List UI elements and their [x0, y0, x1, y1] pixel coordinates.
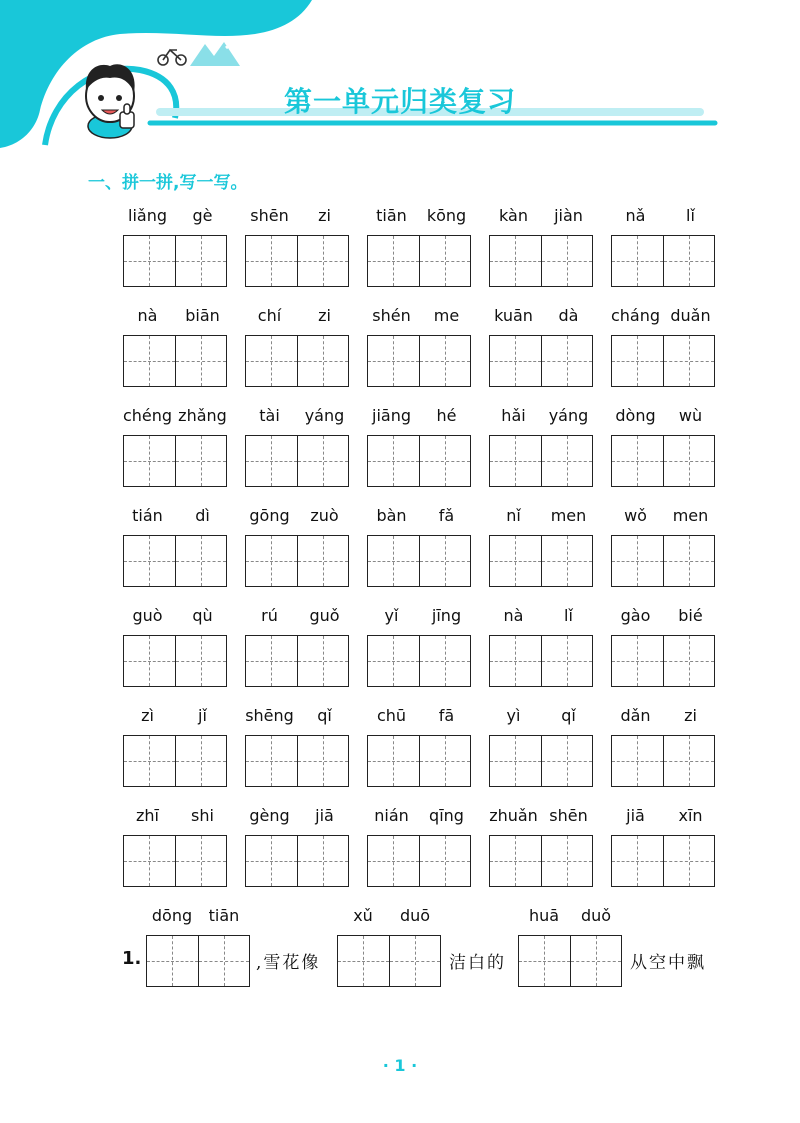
- writing-box[interactable]: [123, 335, 227, 387]
- pinyin-label: [486, 203, 596, 229]
- pinyin-syllable: nǐ: [506, 506, 521, 525]
- pinyin-syllable: fǎ: [438, 506, 455, 525]
- pinyin-syllable: hǎi: [501, 406, 526, 425]
- bicycle-icon: [158, 50, 186, 65]
- pinyin-syllable: hé: [436, 406, 457, 425]
- writing-box[interactable]: [123, 635, 227, 687]
- pinyin-label: [242, 603, 352, 629]
- writing-box[interactable]: [367, 435, 471, 487]
- page-title: 第一单元归类复习: [283, 85, 516, 118]
- pinyin-syllable: tián: [132, 506, 163, 525]
- word-item: [242, 503, 364, 603]
- writing-box[interactable]: [611, 435, 715, 487]
- word-row: [120, 703, 720, 803]
- word-item: [364, 803, 486, 903]
- pinyin-syllable: guò: [132, 606, 163, 625]
- pinyin-syllable: kuān: [494, 306, 533, 325]
- pinyin-syllable: lǐ: [686, 206, 695, 225]
- word-item: [608, 303, 730, 403]
- pinyin-label: [242, 703, 352, 729]
- sentence-text-1: ,雪花像: [256, 953, 321, 973]
- word-item: [120, 703, 242, 803]
- pinyin-label: [486, 603, 596, 629]
- pinyin-syllable: kàn: [499, 206, 528, 225]
- pinyin-label: [242, 303, 352, 329]
- pinyin-syllable: qǐ: [561, 706, 576, 725]
- pinyin-syllable: chū: [376, 706, 407, 725]
- pinyin-label: [242, 803, 352, 829]
- pinyin-syllable: dì: [195, 506, 210, 525]
- pinyin-syllable: jǐ: [198, 706, 207, 725]
- pinyin-label: [120, 503, 230, 529]
- pinyin-syllable: shén: [372, 306, 411, 325]
- writing-box[interactable]: [367, 735, 471, 787]
- pinyin-label: [364, 503, 474, 529]
- pinyin-syllable: duō: [399, 906, 431, 925]
- pinyin-writing-grid: [120, 203, 720, 903]
- pinyin-syllable: tiān: [376, 206, 407, 225]
- writing-box[interactable]: [489, 635, 593, 687]
- sentence-text-3: 从空中飘: [630, 953, 706, 973]
- pinyin-label: [608, 803, 718, 829]
- word-row: [120, 303, 720, 403]
- pinyin-syllable: dà: [558, 306, 579, 325]
- pinyin-label: [120, 203, 230, 229]
- pinyin-syllable: yǐ: [384, 606, 399, 625]
- pinyin-syllable: wù: [678, 406, 703, 425]
- word-item: [608, 703, 730, 803]
- word-row: [120, 503, 720, 603]
- pinyin-syllable: nà: [503, 606, 524, 625]
- word-item: [364, 403, 486, 503]
- pinyin-syllable: jiā: [315, 806, 334, 825]
- pinyin-label: [486, 503, 596, 529]
- pinyin-syllable: nǎ: [625, 206, 646, 225]
- pinyin-syllable: gèng: [249, 806, 290, 825]
- writing-box[interactable]: [489, 435, 593, 487]
- pinyin-syllable: lǐ: [564, 606, 573, 625]
- word-item: [242, 603, 364, 703]
- pinyin-syllable: qǐ: [317, 706, 332, 725]
- sentence-pinyin-3: [518, 903, 622, 929]
- pinyin-syllable: chí: [257, 306, 282, 325]
- writing-box[interactable]: [611, 335, 715, 387]
- writing-box[interactable]: [245, 535, 349, 587]
- pinyin-syllable: zì: [141, 706, 154, 725]
- pinyin-syllable: gào: [620, 606, 651, 625]
- word-item: [486, 503, 608, 603]
- pinyin-syllable: xīn: [678, 806, 703, 825]
- pinyin-syllable: dòng: [615, 406, 656, 425]
- sentence-writing-box-1[interactable]: [146, 935, 250, 987]
- pinyin-syllable: rú: [261, 606, 278, 625]
- pinyin-syllable: liǎng: [128, 206, 167, 225]
- pinyin-syllable: men: [672, 506, 709, 525]
- word-item: [242, 203, 364, 303]
- pinyin-label: [486, 303, 596, 329]
- pinyin-label: [364, 703, 474, 729]
- pinyin-label: [120, 303, 230, 329]
- word-item: [486, 303, 608, 403]
- word-item: [364, 303, 486, 403]
- pinyin-syllable: bàn: [376, 506, 407, 525]
- word-item: [364, 203, 486, 303]
- pinyin-syllable: yáng: [304, 406, 345, 425]
- pinyin-label: [120, 803, 230, 829]
- word-item: [120, 503, 242, 603]
- writing-box[interactable]: [123, 435, 227, 487]
- pinyin-syllable: kōng: [426, 206, 467, 225]
- pinyin-label: [486, 803, 596, 829]
- pinyin-syllable: chéng: [122, 406, 173, 425]
- writing-box[interactable]: [123, 735, 227, 787]
- pinyin-syllable: qù: [192, 606, 213, 625]
- pinyin-syllable: zuò: [310, 506, 339, 525]
- sentence-writing-box-2[interactable]: [337, 935, 441, 987]
- word-item: [364, 603, 486, 703]
- sentence-text-2: 洁白的: [449, 953, 506, 973]
- pinyin-label: [120, 703, 230, 729]
- pinyin-label: [242, 403, 352, 429]
- writing-box[interactable]: [245, 835, 349, 887]
- pinyin-label: [486, 703, 596, 729]
- pinyin-syllable: xǔ: [353, 906, 373, 925]
- writing-box[interactable]: [123, 235, 227, 287]
- pinyin-syllable: zhī: [136, 806, 159, 825]
- pinyin-syllable: zi: [318, 306, 331, 325]
- writing-box[interactable]: [123, 535, 227, 587]
- pinyin-syllable: shēng: [245, 706, 294, 725]
- word-item: [486, 603, 608, 703]
- writing-box[interactable]: [489, 335, 593, 387]
- pinyin-label: [364, 603, 474, 629]
- question-number: 1.: [122, 948, 142, 969]
- pinyin-syllable: zi: [684, 706, 697, 725]
- pinyin-syllable: fā: [438, 706, 455, 725]
- pinyin-syllable: zhuǎn: [489, 806, 538, 825]
- pinyin-label: [608, 603, 718, 629]
- pinyin-syllable: shēn: [549, 806, 588, 825]
- writing-box[interactable]: [367, 335, 471, 387]
- pinyin-syllable: nà: [137, 306, 158, 325]
- pinyin-label: [608, 403, 718, 429]
- writing-box[interactable]: [489, 835, 593, 887]
- writing-box[interactable]: [489, 735, 593, 787]
- pinyin-syllable: jiā: [626, 806, 645, 825]
- pinyin-syllable: gè: [192, 206, 213, 225]
- pinyin-syllable: tài: [259, 406, 280, 425]
- pinyin-syllable: yáng: [548, 406, 589, 425]
- writing-box[interactable]: [611, 235, 715, 287]
- word-item: [608, 803, 730, 903]
- writing-box[interactable]: [367, 535, 471, 587]
- pinyin-syllable: dōng: [151, 906, 193, 925]
- writing-box[interactable]: [245, 335, 349, 387]
- pinyin-label: [120, 603, 230, 629]
- word-item: [608, 503, 730, 603]
- pinyin-syllable: qīng: [429, 806, 464, 825]
- word-item: [120, 303, 242, 403]
- word-item: [120, 403, 242, 503]
- word-item: [608, 203, 730, 303]
- pinyin-syllable: gōng: [249, 506, 290, 525]
- word-row: [120, 803, 720, 903]
- pinyin-syllable: duǎn: [670, 306, 711, 325]
- pinyin-label: [364, 803, 474, 829]
- word-item: [364, 703, 486, 803]
- word-item: [120, 803, 242, 903]
- writing-box[interactable]: [123, 835, 227, 887]
- word-item: [242, 403, 364, 503]
- writing-box[interactable]: [489, 535, 593, 587]
- word-item: [486, 403, 608, 503]
- page-number: · 1 ·: [382, 1056, 418, 1075]
- word-row: [120, 403, 720, 503]
- sentence-pinyin-2: [337, 903, 441, 929]
- pinyin-syllable: zi: [318, 206, 331, 225]
- pinyin-label: [120, 403, 230, 429]
- pinyin-syllable: dǎn: [620, 706, 651, 725]
- pinyin-syllable: guǒ: [309, 606, 340, 625]
- pinyin-syllable: zhǎng: [178, 406, 227, 425]
- pinyin-syllable: nián: [374, 806, 409, 825]
- pinyin-syllable: yì: [506, 706, 521, 725]
- pinyin-label: [608, 703, 718, 729]
- pinyin-syllable: cháng: [610, 306, 661, 325]
- word-item: [242, 803, 364, 903]
- word-item: [120, 203, 242, 303]
- pinyin-syllable: tiān: [208, 906, 240, 925]
- pinyin-label: [364, 203, 474, 229]
- writing-box[interactable]: [245, 635, 349, 687]
- writing-box[interactable]: [611, 635, 715, 687]
- word-item: [608, 603, 730, 703]
- word-item: [242, 303, 364, 403]
- pinyin-syllable: bié: [678, 606, 703, 625]
- pinyin-syllable: men: [550, 506, 587, 525]
- word-item: [486, 203, 608, 303]
- word-row: [120, 603, 720, 703]
- mountain-icon: [190, 40, 252, 66]
- section-heading: 一、拼一拼,写一写。: [88, 173, 248, 193]
- pinyin-label: [486, 403, 596, 429]
- sentence-writing-box-3[interactable]: [518, 935, 622, 987]
- word-item: [242, 703, 364, 803]
- word-item: [486, 803, 608, 903]
- writing-box[interactable]: [367, 235, 471, 287]
- word-item: [364, 503, 486, 603]
- pinyin-label: [242, 503, 352, 529]
- pinyin-syllable: huā: [528, 906, 560, 925]
- pinyin-label: [608, 303, 718, 329]
- word-item: [608, 403, 730, 503]
- writing-box[interactable]: [245, 735, 349, 787]
- word-item: [486, 703, 608, 803]
- writing-box[interactable]: [367, 835, 471, 887]
- pinyin-syllable: jiāng: [372, 406, 411, 425]
- pinyin-syllable: biān: [185, 306, 220, 325]
- writing-box[interactable]: [245, 435, 349, 487]
- pinyin-syllable: duǒ: [580, 906, 612, 925]
- word-item: [120, 603, 242, 703]
- pinyin-syllable: jīng: [431, 606, 462, 625]
- pinyin-label: [608, 203, 718, 229]
- pinyin-syllable: shēn: [250, 206, 289, 225]
- pinyin-syllable: shi: [191, 806, 214, 825]
- writing-box[interactable]: [245, 235, 349, 287]
- pinyin-label: [364, 403, 474, 429]
- writing-box[interactable]: [489, 235, 593, 287]
- pinyin-label: [364, 303, 474, 329]
- word-row: [120, 203, 720, 303]
- pinyin-label: [242, 203, 352, 229]
- writing-box[interactable]: [611, 535, 715, 587]
- writing-box[interactable]: [367, 635, 471, 687]
- pinyin-syllable: jiàn: [554, 206, 583, 225]
- pinyin-syllable: me: [433, 306, 460, 325]
- sentence-pinyin-1: [146, 903, 250, 929]
- writing-box[interactable]: [611, 735, 715, 787]
- writing-box[interactable]: [611, 835, 715, 887]
- pinyin-syllable: wǒ: [624, 506, 647, 525]
- pinyin-label: [608, 503, 718, 529]
